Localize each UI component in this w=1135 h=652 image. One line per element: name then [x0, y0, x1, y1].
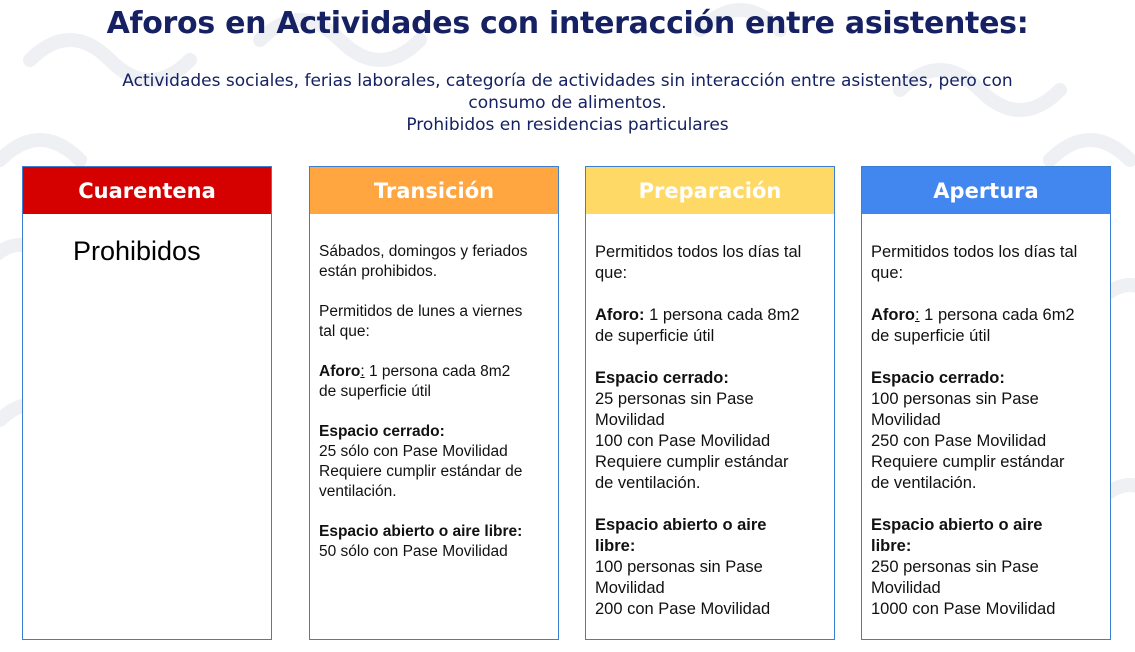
cerrado-label: Espacio cerrado:	[319, 423, 445, 440]
text-line: Movilidad	[871, 411, 941, 429]
card-preparacion	[585, 166, 835, 640]
transicion-aforo	[319, 362, 548, 402]
aforo-line	[871, 305, 1100, 326]
subtitle-line-3: Prohibidos en residencias particulares	[406, 115, 729, 135]
text-line: Requiere cumplir estándar	[595, 453, 789, 471]
text-line: Sábados, domingos y feriados	[319, 243, 528, 260]
abierto-label: libre:	[595, 537, 636, 555]
preparacion-body	[586, 214, 834, 620]
apertura-cerrado	[871, 368, 1100, 494]
aforo-value: 1 persona cada 8m2	[364, 363, 511, 380]
text-line: de superficie útil	[319, 383, 432, 400]
preparacion-aforo	[595, 305, 824, 347]
abierto-label: Espacio abierto o aire	[595, 516, 767, 534]
text-line: Movilidad	[871, 579, 941, 597]
card-transicion	[309, 166, 559, 640]
text-line: Requiere cumplir estándar de	[319, 463, 523, 480]
preparacion-cerrado	[595, 368, 824, 494]
text-line: 100 personas sin Pase	[871, 390, 1039, 408]
abierto-label: Espacio abierto o aire	[871, 516, 1043, 534]
text-line: Permitidos todos los días tal	[871, 243, 1078, 261]
apertura-aforo	[871, 305, 1100, 347]
aforo-colon: :	[915, 306, 920, 324]
apertura-body	[862, 214, 1110, 620]
card-header-cuarentena: Cuarentena	[23, 167, 271, 214]
text-line: Permitidos de lunes a viernes	[319, 303, 523, 320]
card-header-transicion: Transición	[310, 167, 558, 214]
aforo-value: 1 persona cada 8m2	[644, 306, 800, 324]
apertura-abierto	[871, 515, 1100, 620]
text-line: 25 sólo con Pase Movilidad	[319, 443, 508, 460]
text-line: que:	[871, 264, 904, 282]
card-cuarentena	[22, 166, 272, 640]
text-line: tal que:	[319, 323, 370, 340]
aforo-line	[319, 362, 548, 382]
aforo-label: Aforo:	[595, 306, 645, 324]
subtitle-line-1: Actividades sociales, ferias laborales, categoría de actividades sin interacción entre asistentes, pero con	[122, 71, 1013, 91]
text-line: 200 con Pase Movilidad	[595, 600, 771, 618]
cuarentena-text: Prohibidos	[73, 236, 201, 266]
transicion-cerrado	[319, 422, 548, 502]
text-line: 100 con Pase Movilidad	[595, 432, 771, 450]
text-line: Permitidos todos los días tal	[595, 243, 802, 261]
text-line: están prohibidos.	[319, 263, 438, 280]
text-line: que:	[595, 264, 628, 282]
text-line: de superficie útil	[871, 327, 991, 345]
cerrado-label: Espacio cerrado:	[595, 369, 729, 387]
text-line: de superficie útil	[595, 327, 715, 345]
abierto-label: libre:	[871, 537, 912, 555]
text-line: Movilidad	[595, 579, 665, 597]
cerrado-label: Espacio cerrado:	[871, 369, 1005, 387]
text-line: Movilidad	[595, 411, 665, 429]
text-line: 25 personas sin Pase	[595, 390, 754, 408]
card-header-apertura: Apertura	[862, 167, 1110, 214]
text-line: 100 personas sin Pase	[595, 558, 763, 576]
apertura-p1	[871, 242, 1100, 284]
subtitle	[30, 70, 1105, 136]
card-header-preparacion: Preparación	[586, 167, 834, 214]
text-line: 250 con Pase Movilidad	[871, 432, 1047, 450]
text-line: Requiere cumplir estándar	[871, 453, 1065, 471]
text-line: 1000 con Pase Movilidad	[871, 600, 1056, 618]
transicion-p1	[319, 242, 548, 282]
transicion-body	[310, 214, 558, 562]
aforo-label: Aforo	[319, 363, 361, 380]
text-line: de ventilación.	[871, 474, 977, 492]
preparacion-p1	[595, 242, 824, 284]
card-apertura	[861, 166, 1111, 640]
text-line: de ventilación.	[595, 474, 701, 492]
page-title: Aforos en Actividades con interacción entre asistentes:	[106, 6, 1029, 41]
aforo-value: 1 persona cada 6m2	[919, 306, 1075, 324]
transicion-p2	[319, 302, 548, 342]
subtitle-line-2: consumo de alimentos.	[468, 93, 667, 113]
preparacion-abierto	[595, 515, 824, 620]
transicion-abierto	[319, 522, 548, 562]
aforo-line	[595, 305, 824, 326]
abierto-label: Espacio abierto o aire libre:	[319, 523, 523, 540]
text-line: ventilación.	[319, 483, 397, 500]
text-line: 250 personas sin Pase	[871, 558, 1039, 576]
aforo-colon: :	[360, 363, 365, 380]
aforo-label: Aforo	[871, 306, 915, 324]
text-line: 50 sólo con Pase Movilidad	[319, 543, 508, 560]
